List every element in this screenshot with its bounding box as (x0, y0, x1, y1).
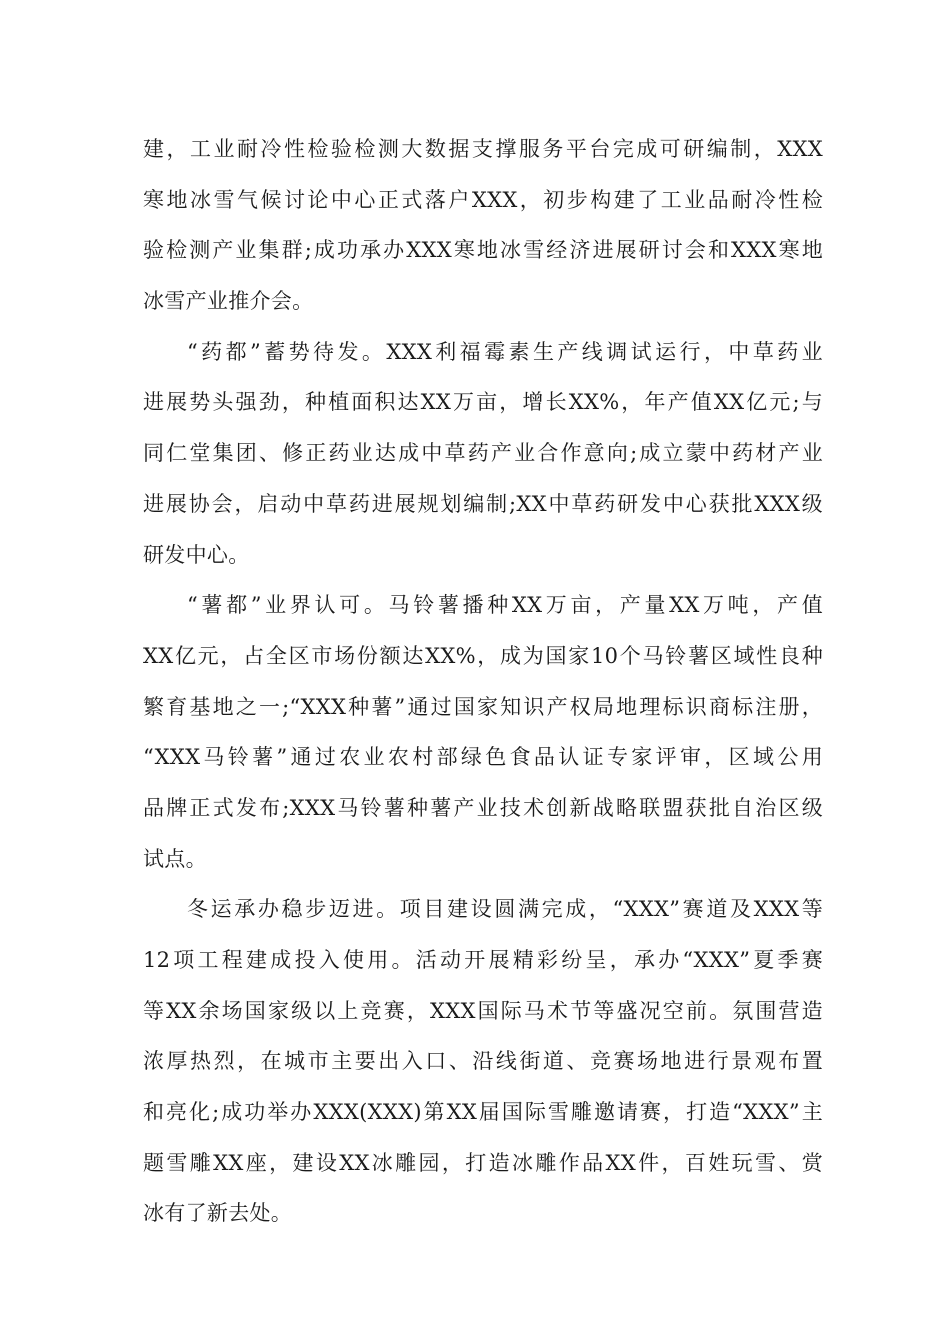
text-line: 寒地冰雪气候讨论中心正式落户XXX，初步构建了工业品耐冷性检 (143, 187, 823, 212)
text-line: 题雪雕XX座，建设XX冰雕园，打造冰雕作品XX件，百姓玩雪、赏 (143, 1150, 823, 1175)
text-line: 建，工业耐冷性检验检测大数据支撑服务平台完成可研编制，XXX (143, 137, 823, 161)
text-line: “薯都”业界认可。马铃薯播种XX万亩，产量XX万吨，产值 (187, 593, 823, 618)
text-line: 12项工程建成投入使用。活动开展精彩纷呈，承办“XXX”夏季赛 (143, 948, 823, 972)
text-line: 等XX余场国家级以上竞赛，XXX国际马术节等盛况空前。氛围营造 (143, 998, 823, 1023)
text-line: “XXX马铃薯”通过农业农村部绿色食品认证专家评审，区域公用 (143, 745, 823, 770)
text-line: 品牌正式发布;XXX马铃薯种薯产业技术创新战略联盟获批自治区级 (143, 795, 823, 820)
text-line: 验检测产业集群;成功承办XXX寒地冰雪经济进展研讨会和XXX寒地 (143, 238, 823, 263)
text-line: 冰有了新去处。 (143, 1201, 293, 1226)
text-line: 研发中心。 (143, 542, 250, 567)
paragraph (143, 884, 823, 1239)
text-line: 冰雪产业推介会。 (143, 289, 314, 314)
paragraph (143, 327, 823, 580)
text-line: 冬运承办稳步迈进。项目建设圆满完成，“XXX”赛道及XXX等 (187, 897, 823, 922)
text-line: 浓厚热烈，在城市主要出入口、沿线街道、竞赛场地进行景观布置 (143, 1049, 823, 1074)
text-line: 和亮化;成功举办XXX(XXX)第XX届国际雪雕邀请赛，打造“XXX”主 (143, 1100, 823, 1125)
text-line: 同仁堂集团、修正药业达成中草药产业合作意向;成立蒙中药材产业 (143, 441, 823, 466)
text-line: “药都”蓄势待发。XXX利福霉素生产线调试运行，中草药业 (187, 339, 823, 364)
text-line: 进展势头强劲，种植面积达XX万亩，增长XX%，年产值XX亿元;与 (143, 390, 823, 415)
paragraph (143, 124, 823, 327)
text-line: 试点。 (143, 846, 207, 871)
text-line: 进展协会，启动中草药进展规划编制;XX中草药研发中心获批XXX级 (143, 491, 823, 516)
document-body (143, 124, 823, 1239)
text-line: 繁育基地之一;“XXX种薯”通过国家知识产权局地理标识商标注册， (143, 694, 823, 719)
paragraph (143, 580, 823, 884)
text-line: XX亿元，占全区市场份额达XX%，成为国家10个马铃薯区域性良种 (143, 643, 823, 668)
